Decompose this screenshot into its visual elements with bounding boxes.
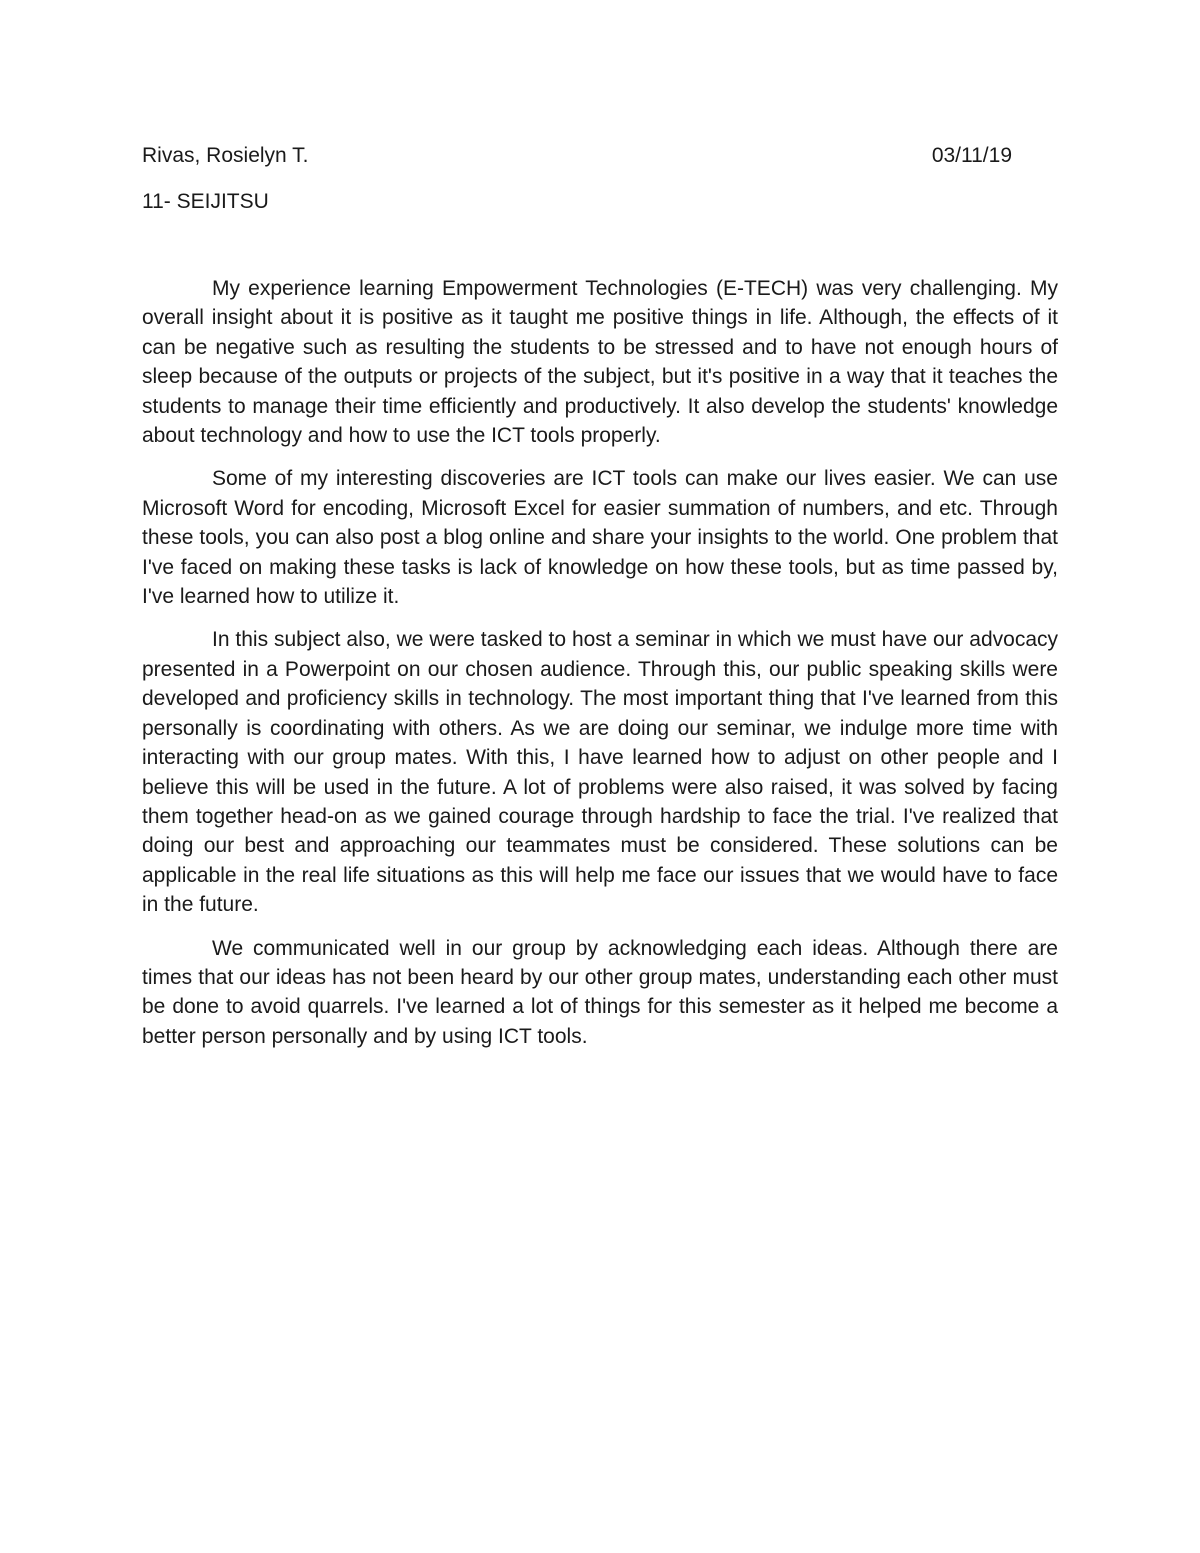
paragraph-3: In this subject also, we were tasked to host a seminar in which we must have our advocacy presented in a Powerpoint on our chosen audience. Through this, our public speaking skills were developed and proficiency skills in technology. The most important thing that I've learned from this personally is coordinating with others. As we are doing our seminar, we indulge more time with interacting with our group mates. With this, I have learned how to adjust on other people and I believe this will be used in the future. A lot of problems were also raised, it was solved by facing them together head-on as we gained courage through hardship to face the trial. I've realized that doing our best and approaching our teammates must be considered. These solutions can be applicable in the real life situations as this will help me face our issues that we would have to face in the future. — [142, 628, 1058, 917]
class-section: 11- SEIJITSU — [142, 190, 269, 213]
author-name: Rivas, Rosielyn T. — [142, 144, 309, 167]
document-date: 03/11/19 — [931, 144, 1012, 167]
paragraph-1: My experience learning Empowerment Technologies (E-TECH) was very challenging. My overall insight about it is positive as it taught me positive things in life. Although, the effects of it can be negative such as resulting the students to be stressed and to have not enough hours of sleep because of the outputs or projects of the subject, but it's positive in a way that it teaches the students to manage their time efficiently and productively. It also develop the students' knowledge about technology and how to use the ICT tools properly. — [142, 277, 1058, 448]
document-header — [142, 140, 1012, 218]
paragraph-2: Some of my interesting discoveries are ICT tools can make our lives easier. We can use Microsoft Word for encoding, Microsoft Excel for easier summation of numbers, and etc. Through these tools, you can also post a blog online and share your insights to the world. One problem that I've faced on making these tasks is lack of knowledge on how these tools, but as time passed by, I've learned how to utilize it. — [142, 467, 1058, 609]
header-row — [142, 140, 1012, 172]
paragraph-4: We communicated well in our group by acknowledging each ideas. Although there are times that our ideas has not been heard by our other group mates, understanding each other must be done to avoid quarrels. I've learned a lot of things for this semester as it helped me become a better person personally and by using ICT tools. — [142, 936, 1058, 1048]
essay-body — [142, 274, 1058, 1065]
